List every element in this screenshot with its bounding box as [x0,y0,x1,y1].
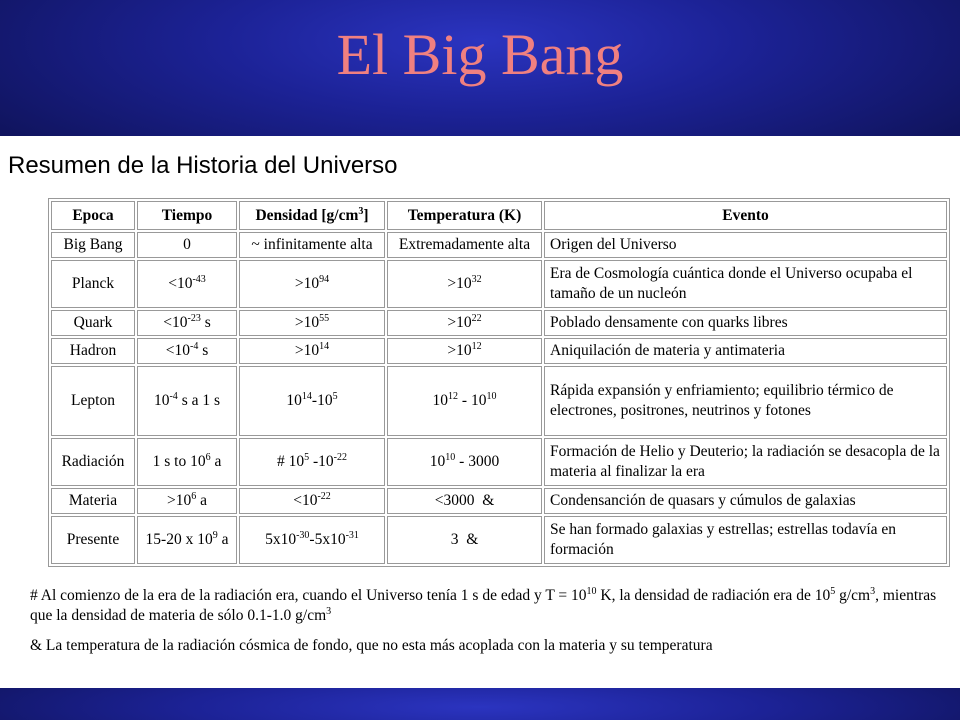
cell-evento: Condensanción de quasars y cúmulos de galaxias [544,488,947,514]
footnote-ampersand: & La temperatura de la radiación cósmica de fondo, que no esta más acoplada con la materia y su temperatura [30,637,713,654]
table-row [51,338,947,364]
cell-evento: Era de Cosmología cuántica donde el Universo ocupaba el tamaño de un nucleón [544,260,947,308]
cell-evento: Formación de Helio y Deuterio; la radiación se desacopla de la materia al finalizar la era [544,438,947,486]
cell-evento: Poblado densamente con quarks libres [544,310,947,336]
cell-tiempo: $<10^{-43}$ [137,260,237,308]
table-row [51,366,947,436]
cell-densidad: $>10^{94}$ [239,260,385,308]
footer-band [0,688,960,720]
header-evento: Evento [544,201,947,230]
cell-epoca: Hadron [51,338,135,364]
cell-tiempo: $<10^{-23}$ s [137,310,237,336]
table-row [51,438,947,486]
cell-densidad: # $10^5$ $-10^{-22}$ [239,438,385,486]
slide-content [0,136,960,688]
cell-densidad: $10^{14}-10^5$ [239,366,385,436]
cell-temperatura: $>10^{22}$ [387,310,542,336]
footnotes [30,586,950,656]
cell-epoca: Quark [51,310,135,336]
header-epoca: Epoca [51,201,135,230]
cell-temperatura: $>10^{12}$ [387,338,542,364]
cell-temperatura: $>10^{32}$ [387,260,542,308]
cell-evento: Se han formado galaxias y estrellas; estrellas todavía en formación [544,516,947,564]
cell-temperatura: $10^{12} - 10^{10}$ [387,366,542,436]
cell-densidad: ~ infinitamente alta [239,232,385,258]
header-temperatura: Temperatura (K) [387,201,542,230]
table-header-row [51,201,947,230]
cell-densidad: $5x10^{-30}-5x10^{-31}$ [239,516,385,564]
cell-epoca: Presente [51,516,135,564]
table-row [51,310,947,336]
cell-temperatura: <3000 & [387,488,542,514]
universe-history-table [48,198,950,567]
cell-tiempo: 15-20 x $10^9$ a [137,516,237,564]
table-row [51,232,947,258]
header-tiempo: Tiempo [137,201,237,230]
cell-temperatura: 3 & [387,516,542,564]
cell-epoca: Planck [51,260,135,308]
cell-tiempo: 0 [137,232,237,258]
cell-densidad: $<10^{-22}$ [239,488,385,514]
cell-epoca: Big Bang [51,232,135,258]
header-densidad: Densidad $[g/cm^3]$ [239,201,385,230]
footnote-hash: # Al comienzo de la era de la radiación era, cuando el Universo tenía 1 s de edad y $T = 10^{10}$ K, la densidad de radiación era de $10^5$ $g/cm^3$, mientras que la densidad de materia de sólo 0.1-1.0 $g/cm^3$ [30,585,937,624]
cell-temperatura: $10^{10} - 3000$ [387,438,542,486]
cell-tiempo: $>10^6$ a [137,488,237,514]
cell-epoca: Lepton [51,366,135,436]
table-row [51,488,947,514]
table-row [51,516,947,564]
slide-title: El Big Bang [336,22,624,87]
cell-epoca: Materia [51,488,135,514]
cell-epoca: Radiación [51,438,135,486]
cell-tiempo: $<10^{-4}$ s [137,338,237,364]
cell-densidad: $>10^{55}$ [239,310,385,336]
table-subtitle: Resumen de la Historia del Universo [8,152,398,179]
cell-evento: Rápida expansión y enfriamiento; equilibrio térmico de electrones, positrones, neutrinos y fotones [544,366,947,436]
cell-temperatura: Extremadamente alta [387,232,542,258]
table-row [51,260,947,308]
cell-evento: Origen del Universo [544,232,947,258]
cell-tiempo: 1 s to $10^6$ a [137,438,237,486]
cell-tiempo: $10^{-4}$ s a 1 s [137,366,237,436]
cell-densidad: $>10^{14}$ [239,338,385,364]
cell-evento: Aniquilación de materia y antimateria [544,338,947,364]
